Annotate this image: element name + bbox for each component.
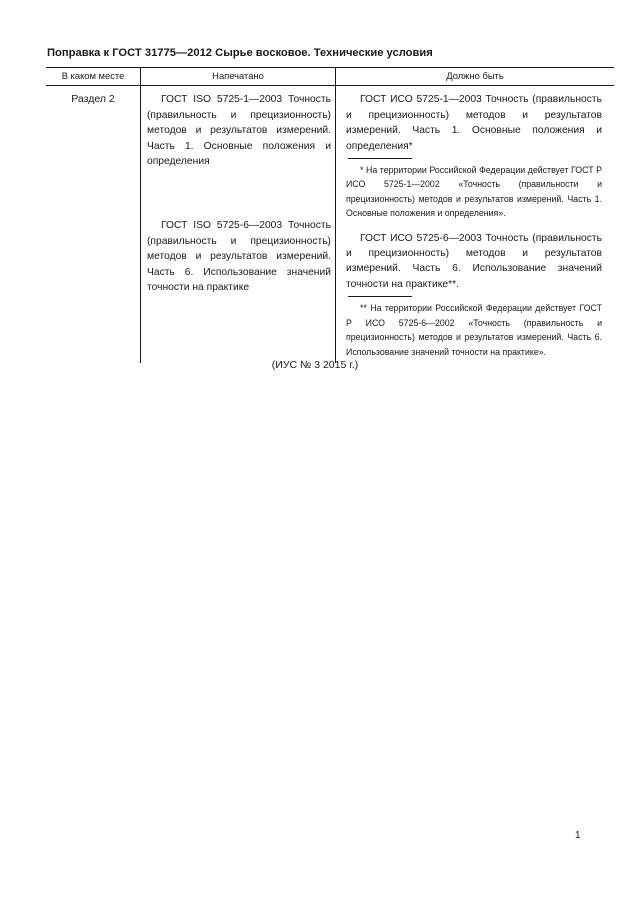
cell-place: Раздел 2 bbox=[71, 93, 115, 106]
footnote-2: ** На территории Российской Федерации действует ГОСТ Р ИСО 5725-6—2002 «Точность (правильность и прецизионность) методов и результатов измерений. Часть 6. Использование значений точности на практике». bbox=[346, 303, 602, 357]
column-header-printed: Напечатано bbox=[141, 68, 336, 86]
column-header-should-be: Должно быть bbox=[336, 68, 615, 86]
cell-printed bbox=[141, 86, 336, 363]
printed-entry-1: ГОСТ ISO 5725-1—2003 Точность (правильность и прецизионность) методов и результатов измерений. Часть 1. Основные положения и определения bbox=[147, 94, 331, 168]
printed-entry-2: ГОСТ ISO 5725-6—2003 Точность (правильность и прецизионность) методов и результатов измерений. Часть 6. Использование значений точности на практике bbox=[147, 220, 331, 294]
page-number: 1 bbox=[575, 830, 581, 841]
table-header-row bbox=[46, 68, 614, 86]
should-be-entry-1: ГОСТ ИСО 5725-1—2003 Точность (правильность и прецизионность) методов и результатов измерений. Часть 1. Основные положения и определения* bbox=[346, 94, 602, 152]
should-be-entry-2: ГОСТ ИСО 5725-6—2003 Точность (правильность и прецизионность) методов и результатов измерений. Часть 6. Использование значений точности на практике**. bbox=[346, 232, 602, 290]
footnote-separator bbox=[348, 296, 412, 297]
amendment-table bbox=[46, 67, 614, 363]
page-title: Поправка к ГОСТ 31775—2012 Сырье восковое. Технические условия bbox=[47, 47, 433, 59]
footnote-separator bbox=[348, 158, 412, 159]
source-reference: (ИУС № 3 2015 г.) bbox=[271, 359, 359, 371]
column-header-place: В каком месте bbox=[46, 68, 141, 86]
footnote-1: * На территории Российской Федерации действует ГОСТ Р ИСО 5725-1—2002 «Точность (правильности и прецизионность) методов и результатов измерений. Часть 1. Основные положения и определения». bbox=[346, 165, 602, 219]
cell-should-be bbox=[336, 86, 615, 363]
table-row bbox=[46, 86, 614, 363]
